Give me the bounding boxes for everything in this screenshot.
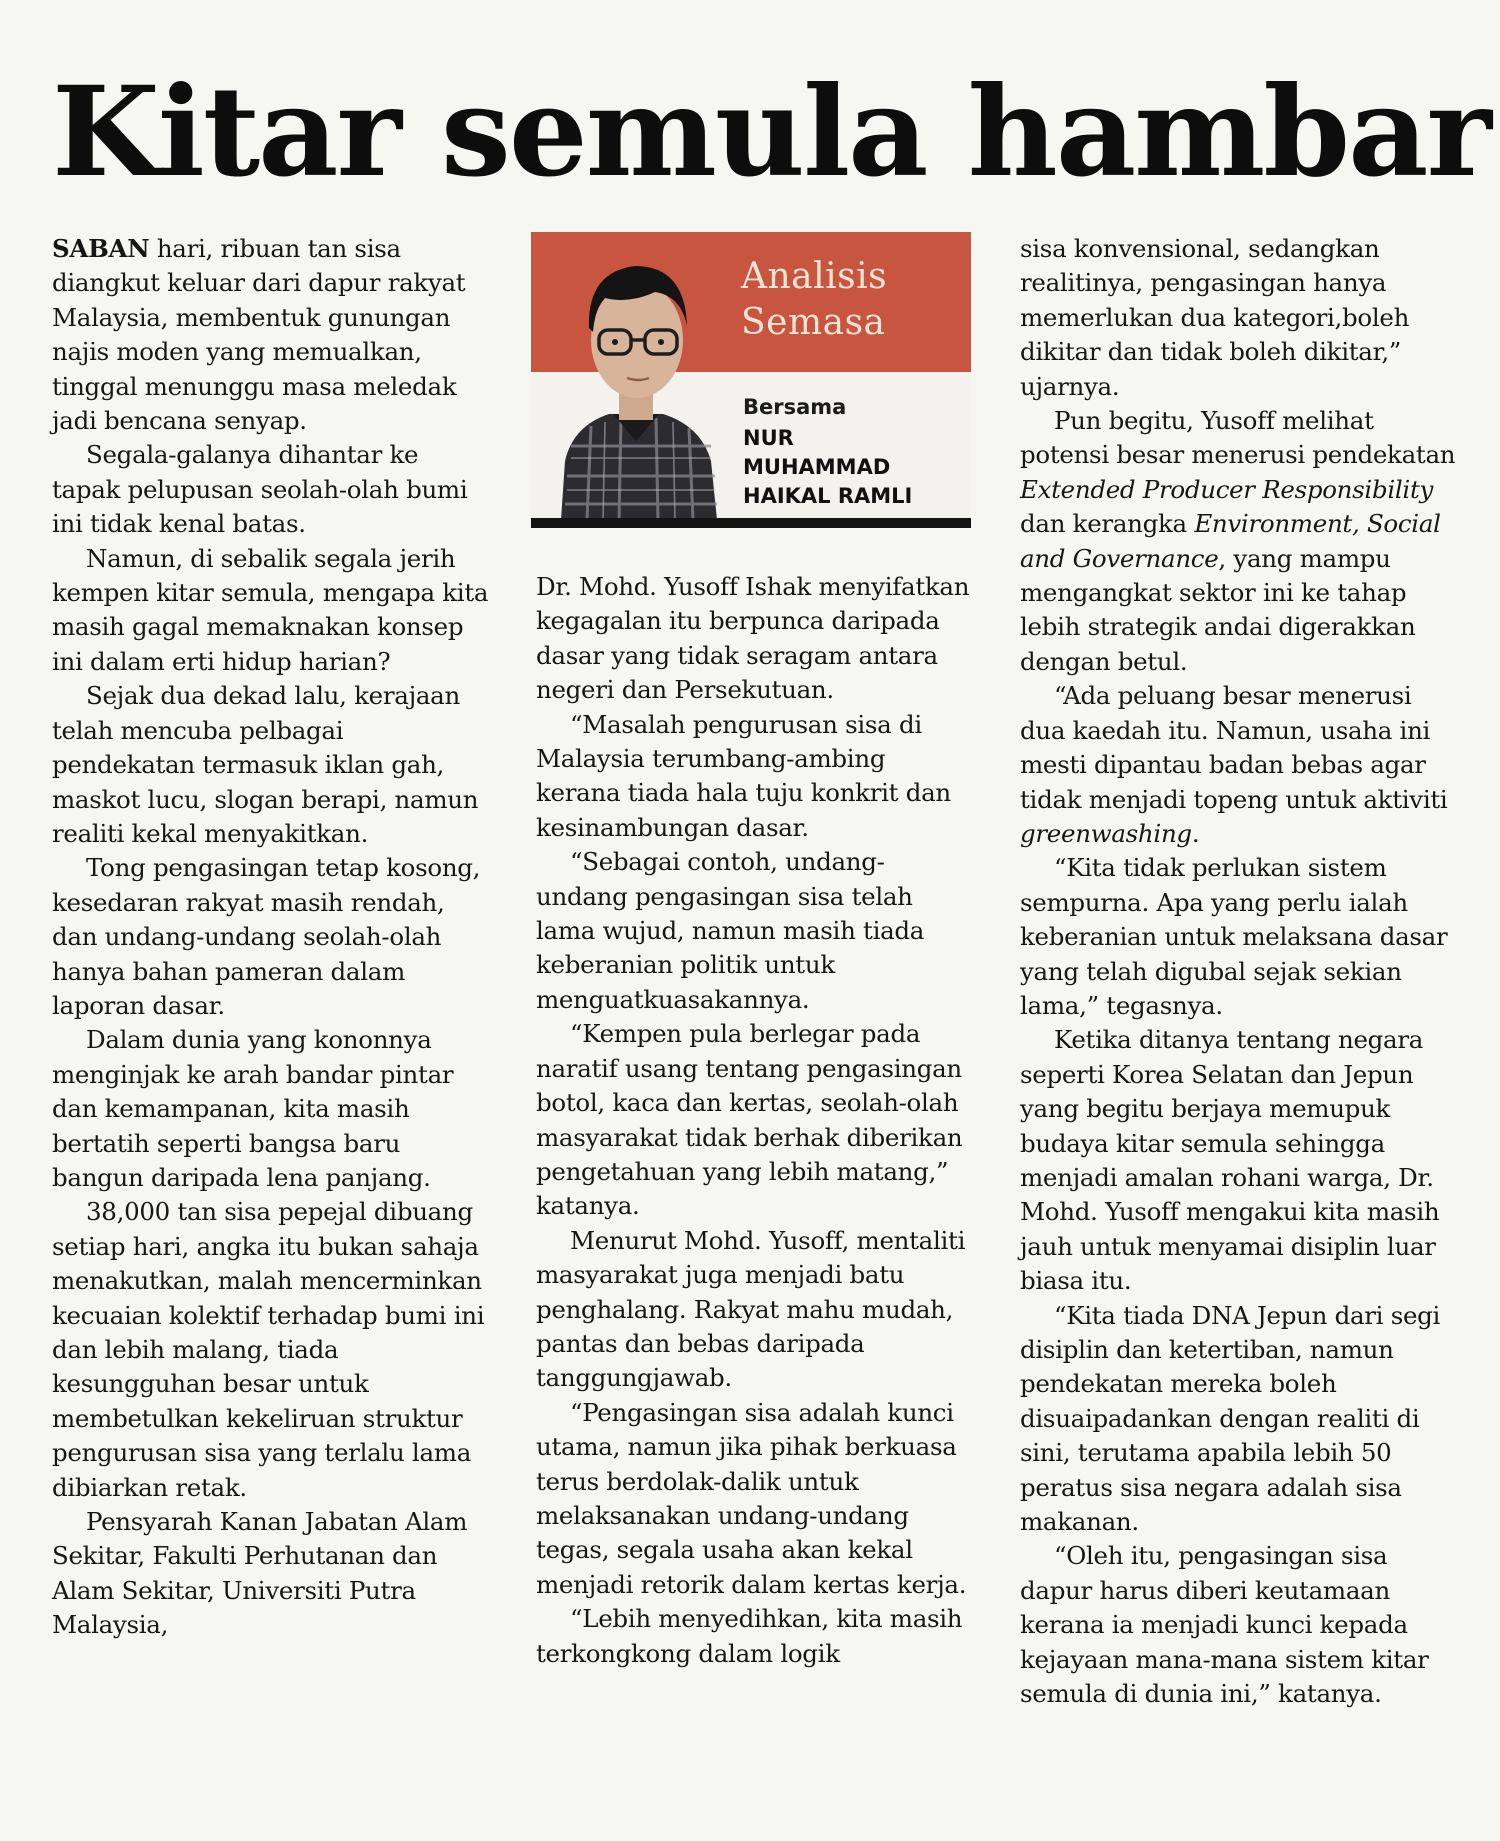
article-column-2 bbox=[536, 570, 976, 1671]
paragraph: Dalam dunia yang kononnya menginjak ke arah bandar pintar dan kemampanan, kita masih bertatih seperti bangsa baru bangun daripada lena panjang. bbox=[52, 1025, 454, 1192]
paragraph: “Oleh itu, pengasingan sisa dapur harus diberi keutamaan kerana ia menjadi kunci kepada kejayaan mana-mana sistem kitar semula di dunia ini,” katanya. bbox=[1020, 1541, 1429, 1709]
paragraph-text: Pun begitu, Yusoff melihat potensi besar menerusi pendekatan bbox=[1020, 406, 1456, 470]
author-name-line: NUR bbox=[743, 426, 794, 450]
paragraph bbox=[1020, 404, 1460, 679]
article-column-3 bbox=[1020, 232, 1460, 1711]
paragraph-text: , yang mampu mengangkat sektor ini ke tahap lebih strategik andai digerakkan dengan betul. bbox=[1020, 543, 1416, 676]
paragraph-text: “Ada peluang besar menerusi dua kaedah itu. Namun, usaha ini mesti dipantau badan bebas agar tidak menjadi topeng untuk aktiviti bbox=[1020, 681, 1448, 814]
author-name bbox=[743, 424, 968, 511]
column-header-box bbox=[531, 232, 971, 528]
paragraph: Segala-galanya dihantar ke tapak pelupusan seolah-olah bumi ini tidak kenal batas. bbox=[52, 440, 468, 539]
paragraph: “Lebih menyedihkan, kita masih terkongkong dalam logik bbox=[536, 1604, 963, 1668]
paragraph: Menurut Mohd. Yusoff, mentaliti masyarakat juga menjadi batu penghalang. Rakyat mahu mudah, pantas dan bebas daripada tanggungjawab. bbox=[536, 1225, 966, 1393]
paragraph: Dr. Mohd. Yusoff Ishak menyifatkan kegagalan itu berpunca daripada dasar yang tidak seragam antara negeri dan Persekutuan. bbox=[536, 572, 970, 705]
column-title-line: Analisis bbox=[741, 256, 888, 297]
headline: Kitar semula hambar bbox=[52, 60, 1490, 205]
paragraph-text: dan kerangka bbox=[1020, 509, 1195, 539]
italic-term: Environment, Social and Governance bbox=[1020, 509, 1441, 573]
lead-word: SABAN bbox=[52, 234, 150, 263]
paragraph: Ketika ditanya tentang negara seperti Korea Selatan dan Jepun yang begitu berjaya memupuk budaya kitar semula sehingga menjadi amalan rohani warga, Dr. Mohd. Yusoff mengakui kita masih jauh untuk menyamai disiplin luar biasa itu. bbox=[1020, 1025, 1440, 1296]
paragraph: Sejak dua dekad lalu, kerajaan telah mencuba pelbagai pendekatan termasuk iklan gah, maskot lucu, slogan berapi, namun realiti kekal menyakitkan. bbox=[52, 681, 479, 848]
paragraph-text: hari, ribuan tan sisa diangkut keluar dari dapur rakyat Malaysia, membentuk gunungan najis moden yang memualkan, tinggal menunggu masa meledak jadi bencana senyap. bbox=[52, 234, 466, 436]
paragraph bbox=[1020, 679, 1460, 851]
paragraph-text: . bbox=[1191, 818, 1200, 848]
column-title bbox=[741, 254, 961, 346]
paragraph: “Kita tiada DNA Jepun dari segi disiplin dan ketertiban, namun pendekatan mereka boleh disuaipadankan dengan realiti di sini, terutama apabila lebih 50 peratus sisa negara adalah sisa makanan. bbox=[1020, 1300, 1441, 1537]
paragraph: Pensyarah Kanan Jabatan Alam Sekitar, Fakulti Perhutanan dan Alam Sekitar, Universiti Putra Malaysia, bbox=[52, 1507, 468, 1640]
paragraph: “Masalah pengurusan sisa di Malaysia terumbang-ambing kerana tiada hala tuju konkrit dan kesinambungan dasar. bbox=[536, 709, 951, 842]
author-name-line: MUHAMMAD bbox=[743, 455, 891, 479]
paragraph: 38,000 tan sisa pepejal dibuang setiap hari, angka itu bukan sahaja menakutkan, malah mencerminkan kecuaian kolektif terhadap bumi ini dan lebih malang, tiada kesungguhan besar untuk membetulkan kekeliruan struktur pengurusan sisa yang terlalu lama dibiarkan retak. bbox=[52, 1197, 485, 1502]
italic-term: greenwashing bbox=[1020, 818, 1192, 848]
author-portrait-icon bbox=[551, 236, 721, 520]
column-title-line: Semasa bbox=[741, 302, 886, 343]
paragraph: sisa konvensional, sedangkan realitinya, pengasingan hanya memerlukan dua kategori,boleh dikitar dan tidak boleh dikitar,” ujarnya. bbox=[1020, 234, 1410, 401]
byline-prefix: Bersama bbox=[743, 395, 847, 419]
box-divider bbox=[531, 518, 971, 528]
article-column-1 bbox=[52, 232, 492, 1643]
author-name-line: HAIKAL RAMLI bbox=[743, 484, 913, 508]
paragraph: “Sebagai contoh, undang-undang pengasingan sisa telah lama wujud, namun masih tiada keberanian politik untuk menguatkuasakannya. bbox=[536, 847, 925, 1014]
paragraph: “Kempen pula berlegar pada naratif usang tentang pengasingan botol, kaca dan kertas, seolah-olah masyarakat tidak berhak diberikan pengetahuan yang lebih matang,” katanya. bbox=[536, 1019, 963, 1221]
paragraph bbox=[52, 232, 492, 438]
paragraph: “Kita tidak perlukan sistem sempurna. Apa yang perlu ialah keberanian untuk melaksana dasar yang telah digubal sejak sekian lama,” tegasnya. bbox=[1020, 853, 1448, 1020]
italic-term: Extended Producer Responsibility bbox=[1020, 474, 1434, 504]
paragraph: Namun, di sebalik segala jerih kempen kitar semula, mengapa kita masih gagal memaknakan konsep ini dalam erti hidup harian? bbox=[52, 543, 489, 676]
paragraph: Tong pengasingan tetap kosong, kesedaran rakyat masih rendah, dan undang-undang seolah-olah hanya bahan pameran dalam laporan dasar. bbox=[52, 853, 481, 1020]
paragraph: “Pengasingan sisa adalah kunci utama, namun jika pihak berkuasa terus berdolak-dalik untuk melaksanakan undang-undang tegas, segala usaha akan kekal menjadi retorik dalam kertas kerja. bbox=[536, 1397, 967, 1599]
